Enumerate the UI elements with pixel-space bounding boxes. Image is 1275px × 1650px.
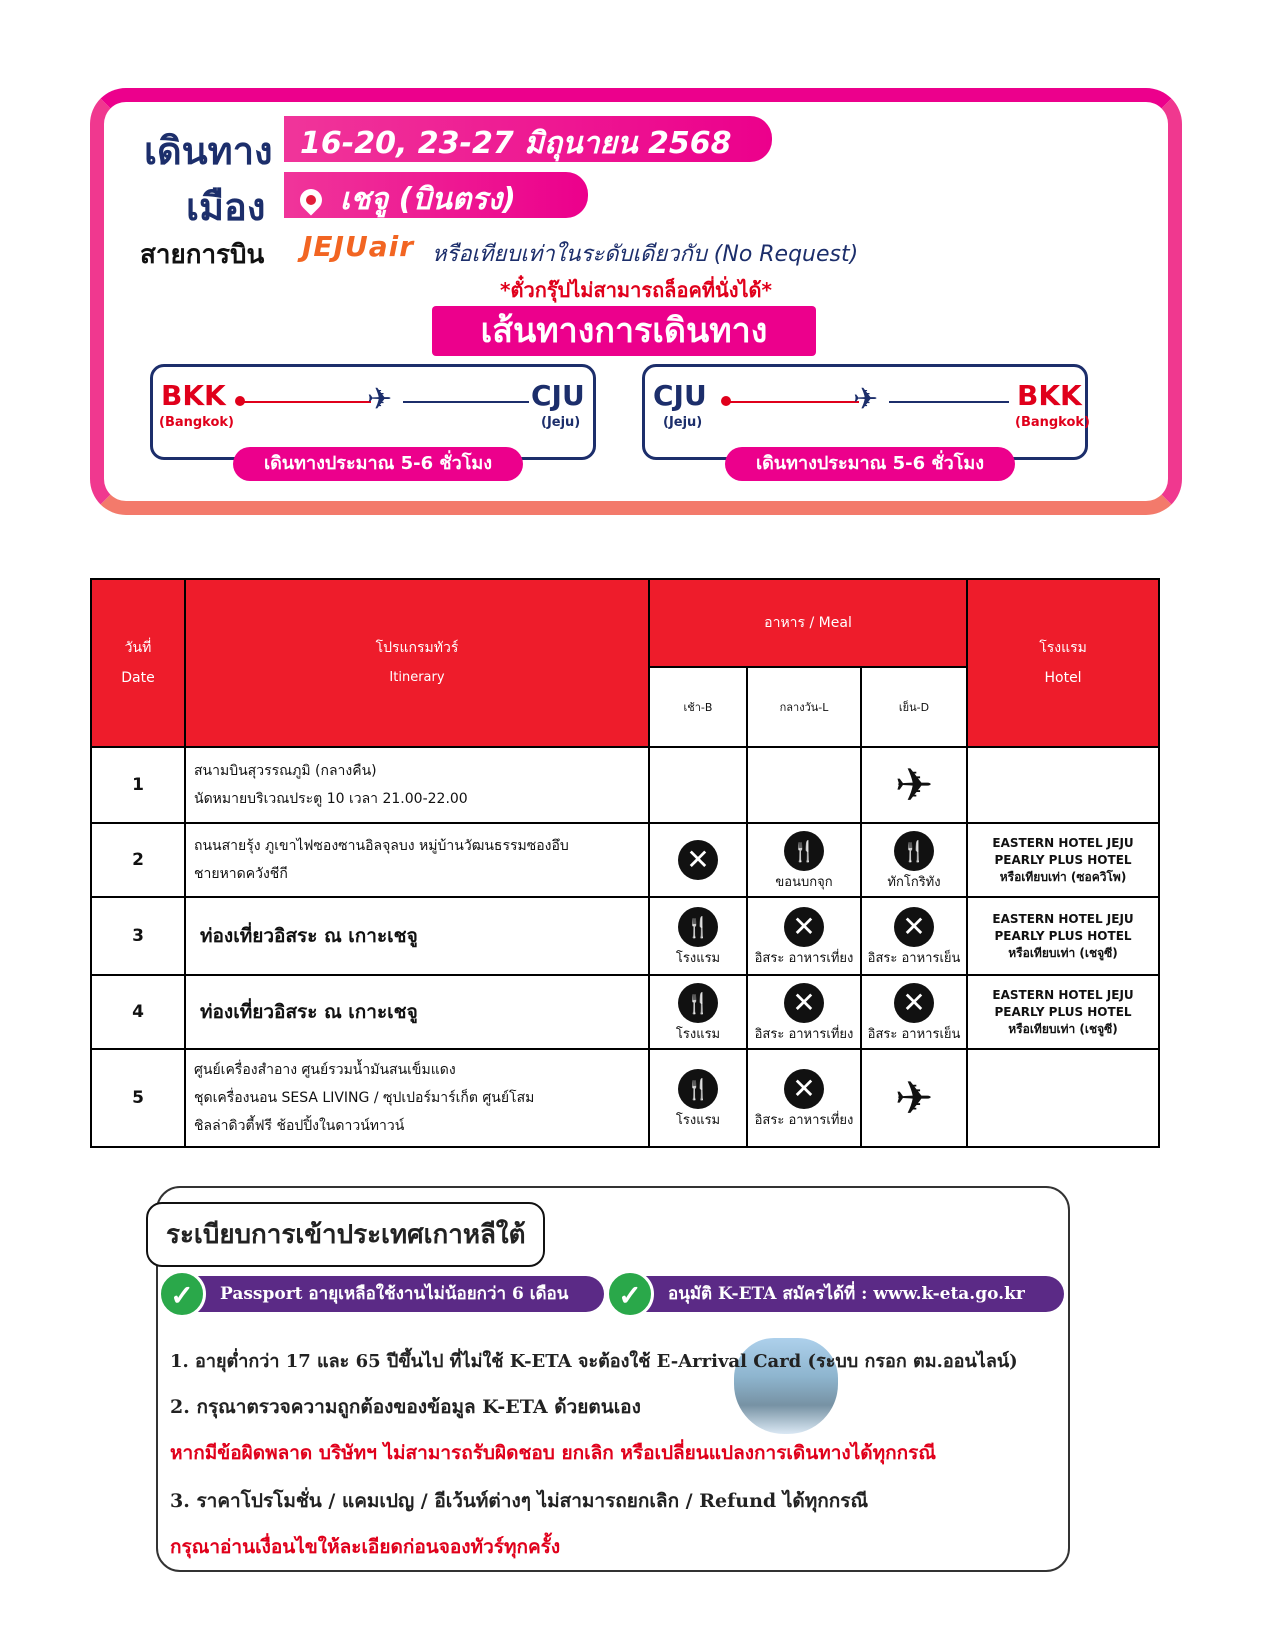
meal-cell <box>747 1049 861 1147</box>
entry-regulations <box>156 1186 1070 1572</box>
hotel-cell <box>967 747 1159 823</box>
table-row <box>91 823 1159 897</box>
airline-note: หรือเทียบเท่าในระดับเดียวกับ (No Request) <box>432 242 859 267</box>
program-cell <box>185 897 649 975</box>
meal-cell <box>747 897 861 975</box>
program-cell <box>185 975 649 1049</box>
header-meal: อาหาร / Meal <box>649 579 967 667</box>
city-value: เชจู (บินตรง) <box>340 182 516 217</box>
program-line: สนามบินสุวรรณภูมิ (กลางคืน) <box>194 763 377 779</box>
meal-label: อิสระ อาหารเที่ยง <box>754 1112 854 1128</box>
program-line: ท่องเที่ยวอิสระ ณ เกาะเชจู <box>200 1001 418 1023</box>
airplane-icon: ✈ <box>853 382 879 417</box>
route-to-code: BKK <box>1017 379 1082 412</box>
route-to-code: CJU <box>531 379 585 412</box>
meal-icon: 🍴 <box>678 1069 718 1109</box>
route-duration: เดินทางประมาณ 5-6 ชั่วโมง <box>233 447 523 481</box>
program-line: ชายหาดควังชีกี <box>194 866 288 882</box>
meal-cell <box>861 897 967 975</box>
route-from-name: (Bangkok) <box>159 415 234 430</box>
route-to-name: (Jeju) <box>541 415 581 430</box>
route-title: เส้นทางการเดินทาง <box>432 306 816 356</box>
route-from-code: BKK <box>161 379 226 412</box>
hotel-line: หรือเทียบเท่า (เชจูซี) <box>1008 1021 1118 1036</box>
day-number: 3 <box>91 897 185 975</box>
program-line: ถนนสายรุ้ง ภูเขาไฟซองซานอิลจุลบง หมู่บ้านวัฒนธรรมซองอึบ <box>194 838 569 854</box>
route-from-code: CJU <box>653 379 707 412</box>
regulation-warning: หากมีข้อผิดพลาด บริษัทฯ ไม่สามารถรับผิดชอบ ยกเลิก หรือเปลี่ยนแปลงการเดินทางได้ทุกกรณี <box>170 1442 936 1464</box>
airline-logo: JEJUair <box>302 230 414 263</box>
trip-info-card <box>90 88 1182 515</box>
meal-cell <box>861 823 967 897</box>
meal-cell <box>747 823 861 897</box>
meal-cell <box>861 975 967 1049</box>
route-line <box>889 401 1009 403</box>
no-meal-icon: ✕ <box>894 983 934 1023</box>
meal-label: โรงแรม <box>675 950 721 966</box>
header-dinner: เย็น-D <box>861 667 967 747</box>
hotel-cell <box>967 1049 1159 1147</box>
table-row <box>91 1049 1159 1147</box>
city-pill <box>284 172 588 218</box>
day-number: 2 <box>91 823 185 897</box>
no-meal-icon: ✕ <box>784 907 824 947</box>
meal-cell <box>861 1049 967 1147</box>
no-meal-icon: ✕ <box>894 907 934 947</box>
city-label: เมือง <box>186 185 266 229</box>
route-line <box>243 401 371 403</box>
regulations-title: ระเบียบการเข้าประเทศเกาหลีใต้ <box>146 1202 545 1267</box>
day-number: 5 <box>91 1049 185 1147</box>
program-line: ศูนย์เครื่องสำอาง ศูนย์รวมน้ำมันสนเข็มแดง <box>194 1062 456 1078</box>
meal-icon: 🍴 <box>678 983 718 1023</box>
program-line: นัดหมายบริเวณประตู 10 เวลา 21.00-22.00 <box>194 791 468 807</box>
table-row <box>91 897 1159 975</box>
route-outbound <box>150 364 596 474</box>
meal-icon: 🍴 <box>894 831 934 871</box>
meal-label: ทักโกริทัง <box>887 874 941 890</box>
route-return <box>642 364 1090 474</box>
meal-cell <box>747 747 861 823</box>
table-header-row <box>91 579 1159 667</box>
meal-cell <box>649 1049 747 1147</box>
meal-cell <box>747 975 861 1049</box>
program-line: ชุดเครื่องนอน SESA LIVING / ซุปเปอร์มาร์เก็ต ศูนย์โสม <box>194 1090 535 1106</box>
header-program: โปรแกรมทัวร์ Itinerary <box>185 579 649 747</box>
route-to-name: (Bangkok) <box>1015 415 1090 430</box>
hotel-line: PEARLY PLUS HOTEL <box>994 928 1132 943</box>
hotel-line: EASTERN HOTEL JEJU <box>992 835 1134 850</box>
no-meal-icon: ✕ <box>784 1069 824 1109</box>
meal-label: อิสระ อาหารเที่ยง <box>754 950 854 966</box>
meal-label: อิสระ อาหารเย็น <box>867 1026 961 1042</box>
location-pin-icon <box>295 184 326 215</box>
meal-icon: 🍴 <box>784 831 824 871</box>
passport-badge-text: Passport อายุเหลือใช้งานไม่น้อยกว่า 6 เดือน <box>220 1284 569 1304</box>
meal-icon: 🍴 <box>678 907 718 947</box>
meal-cell <box>649 823 747 897</box>
keta-badge <box>608 1276 1064 1312</box>
meal-label: ขอนบกจุก <box>775 874 833 890</box>
meal-cell <box>649 897 747 975</box>
header-hotel: โรงแรม Hotel <box>967 579 1159 747</box>
check-icon: ✓ <box>158 1270 206 1318</box>
hotel-cell <box>967 897 1159 975</box>
meal-cell <box>649 975 747 1049</box>
hotel-line: หรือเทียบเท่า (ซอควิโพ) <box>999 869 1127 884</box>
meal-label: อิสระ อาหารเที่ยง <box>754 1026 854 1042</box>
hotel-line: EASTERN HOTEL JEJU <box>992 911 1134 926</box>
trip-dates: 16-20, 23-27 มิถุนายน 2568 <box>284 116 772 162</box>
table-row <box>91 747 1159 823</box>
hotel-cell <box>967 823 1159 897</box>
seat-warning: *ตั๋วกรุ๊ปไม่สามารถล็อคที่นั่งได้* <box>500 278 772 302</box>
route-line <box>729 401 859 403</box>
meal-label: อิสระ อาหารเย็น <box>867 950 961 966</box>
regulation-line-3: 3. ราคาโปรโมชั่น / แคมเปญ / อีเว้นท์ต่างๆ ไม่สามารถยกเลิก / Refund ได้ทุกกรณี <box>170 1490 869 1512</box>
no-meal-icon: ✕ <box>784 983 824 1023</box>
passport-badge <box>160 1276 604 1312</box>
hotel-line: หรือเทียบเท่า (เชจูซี) <box>1008 945 1118 960</box>
hotel-line: EASTERN HOTEL JEJU <box>992 987 1134 1002</box>
hotel-cell <box>967 975 1159 1049</box>
route-from-name: (Jeju) <box>663 415 703 430</box>
regulation-note: กรุณาอ่านเงื่อนไขให้ละเอียดก่อนจองทัวร์ทุกครั้ง <box>170 1536 561 1558</box>
header-breakfast: เช้า-B <box>649 667 747 747</box>
meal-label: โรงแรม <box>675 1026 721 1042</box>
route-line <box>403 401 529 403</box>
meal-label: โรงแรม <box>675 1112 721 1128</box>
airplane-icon: ✈ <box>894 758 934 812</box>
regulation-line-2: 2. กรุณาตรวจความถูกต้องของข้อมูล K-ETA ด้วยตนเอง <box>170 1396 641 1418</box>
check-icon: ✓ <box>606 1270 654 1318</box>
day-number: 1 <box>91 747 185 823</box>
program-cell <box>185 1049 649 1147</box>
day-number: 4 <box>91 975 185 1049</box>
hotel-line: PEARLY PLUS HOTEL <box>994 852 1132 867</box>
header-day: วันที่ Date <box>91 579 185 747</box>
meal-cell <box>861 747 967 823</box>
keta-badge-text: อนุมัติ K-ETA สมัครได้ที่ : www.k-eta.go.kr <box>668 1284 1025 1304</box>
program-line: ชิลล่าดิวตี้ฟรี ช้อปปิ้งในดาวน์ทาวน์ <box>194 1118 405 1134</box>
airplane-icon: ✈ <box>367 382 393 417</box>
airline-label: สายการบิน <box>140 240 265 270</box>
regulation-line-1: 1. อายุต่ำกว่า 17 และ 65 ปีขึ้นไป ที่ไม่ใช้ K-ETA จะต้องใช้ E-Arrival Card (ระบบ กรอก ตม.ออนไลน์) <box>170 1351 1018 1372</box>
program-cell <box>185 747 649 823</box>
header-lunch: กลางวัน-L <box>747 667 861 747</box>
meal-cell <box>649 747 747 823</box>
trip-label: เดินทาง <box>144 129 273 173</box>
route-duration: เดินทางประมาณ 5-6 ชั่วโมง <box>725 447 1015 481</box>
hotel-line: PEARLY PLUS HOTEL <box>994 1004 1132 1019</box>
no-meal-icon: ✕ <box>678 840 718 880</box>
itinerary-table <box>90 578 1160 1148</box>
program-cell <box>185 823 649 897</box>
program-line: ท่องเที่ยวอิสระ ณ เกาะเชจู <box>200 925 418 947</box>
table-row <box>91 975 1159 1049</box>
airplane-icon: ✈ <box>894 1071 934 1125</box>
